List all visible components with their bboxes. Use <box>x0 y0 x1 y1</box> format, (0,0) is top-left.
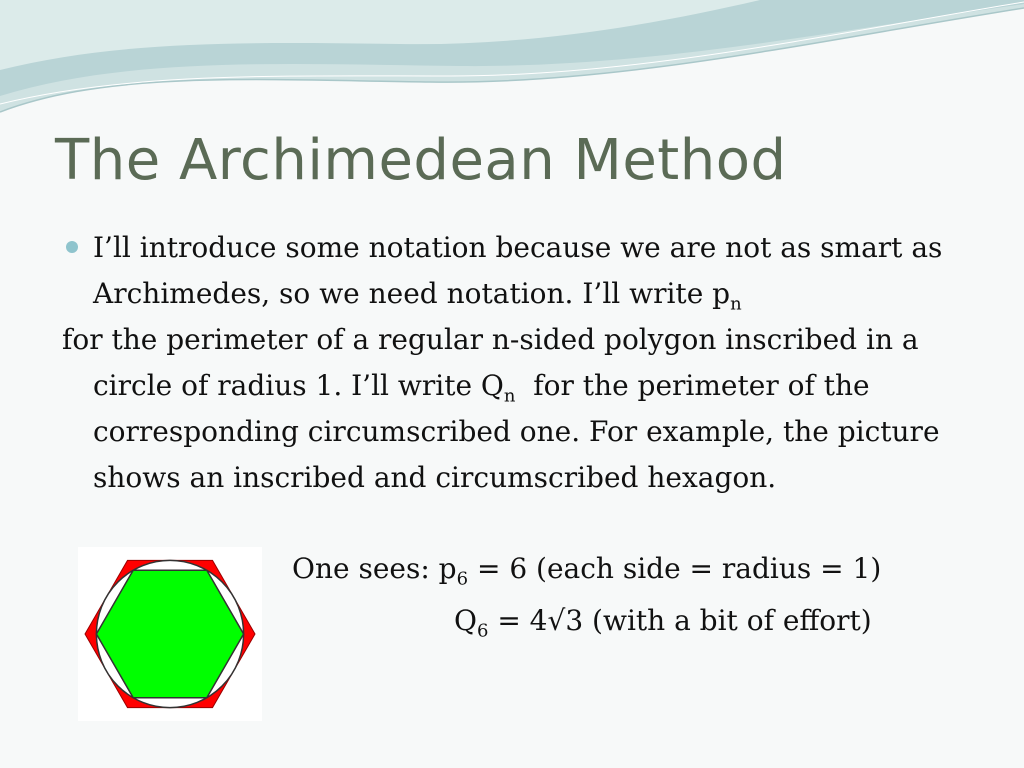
para1-text: I’ll introduce some notation because we are not as smart as Archimedes, so we need notation. I’ll write p <box>93 231 943 310</box>
para1-subscript: n <box>730 293 742 315</box>
eq2-rest: = 4√3 (with a bit of effort) <box>488 604 872 637</box>
eq2-subscript: 6 <box>476 620 489 642</box>
para2-text-a: for the perimeter of a regular n-sided polygon inscribed in a circle of radius 1. I’ll write Q <box>62 323 919 402</box>
para2-text-b: for the perimeter of the corresponding circumscribed one. For example, the picture shows an inscribed and circumscribed hexagon. <box>93 369 949 494</box>
bullet-dot-icon <box>66 241 78 253</box>
eq1-rest: = 6 (each side = radius = 1) <box>468 552 882 585</box>
hexagon-figure <box>78 547 262 721</box>
continuation-paragraph <box>62 317 962 501</box>
eq2-lead: Q <box>454 604 477 637</box>
equation-q6 <box>454 604 872 642</box>
equation-p6 <box>292 552 882 590</box>
eq1-lead: One sees: p <box>292 552 457 585</box>
slide-body <box>62 225 962 501</box>
header-wave-decoration <box>0 0 1024 120</box>
bullet-paragraph <box>62 225 962 317</box>
para2-subscript: n <box>503 385 516 407</box>
slide-title: The Archimedean Method <box>55 128 787 193</box>
eq1-subscript: 6 <box>456 568 469 590</box>
